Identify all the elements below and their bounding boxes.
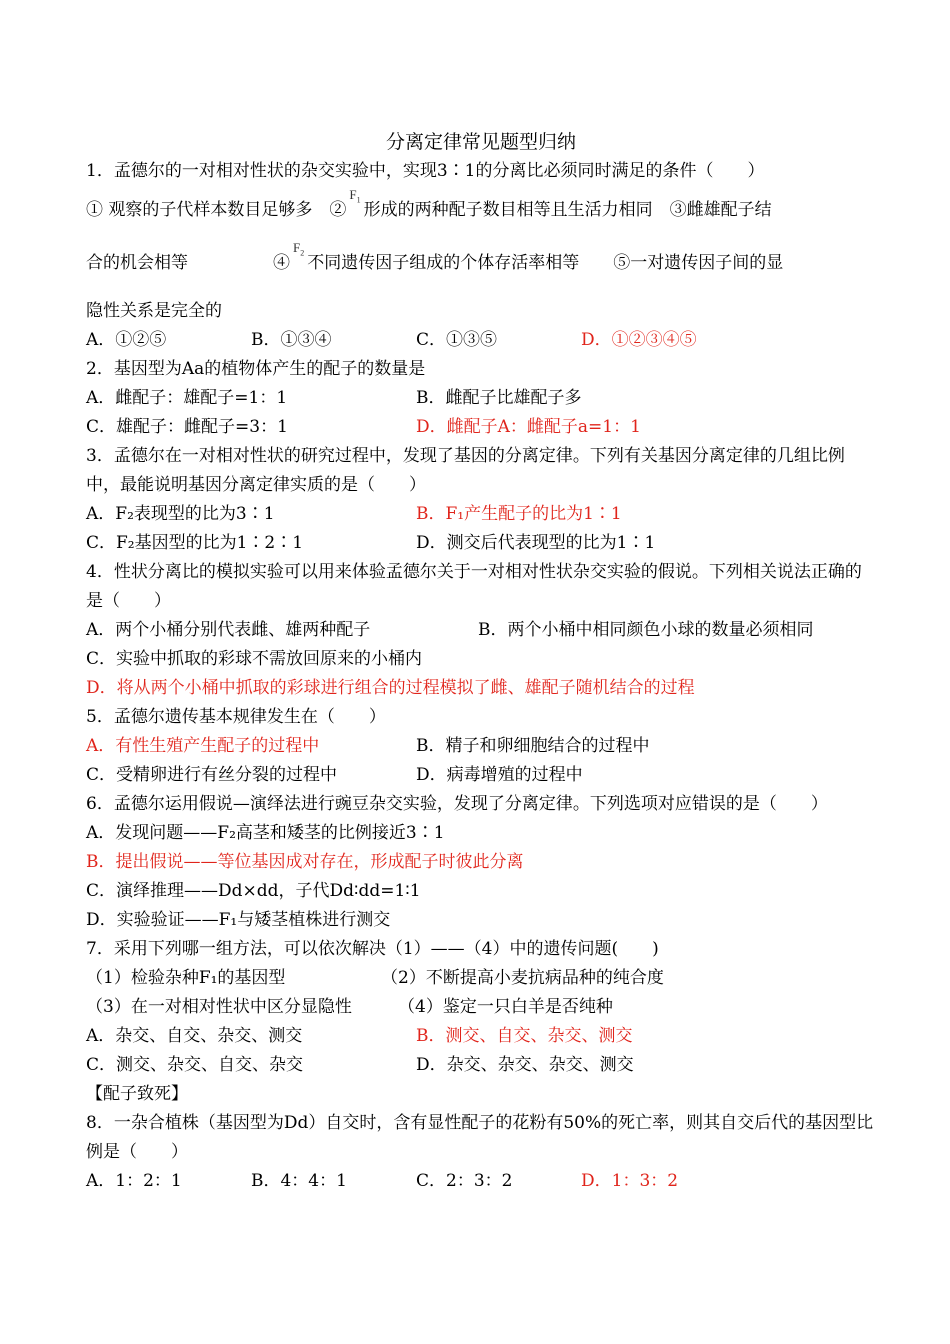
q7-option-d: D．杂交、杂交、杂交、测交 [416,1055,634,1076]
q7-option-b-answer: B．测交、自交、杂交、测交 [416,1026,633,1047]
q1-condition-2: 形成的两种配子数目相等且生活力相同 ③雌雄配子结 [363,200,772,220]
q5-option-c: C．受精卵进行有丝分裂的过程中 [86,765,338,786]
q2-option-c: C．雄配子：雌配子=3：1 [86,417,288,438]
q1-conditions-line1 [86,187,876,231]
q2-stem: 2．基因型为Aa的植物体产生的配子的数量是 [86,359,426,380]
q1-option-a: A．①②⑤ [86,330,167,351]
f1-symbol: F1 [349,187,361,205]
q1-conditions-line2 [86,239,876,284]
q1-option-c: C．①③⑤ [416,330,498,351]
q2-option-b: B．雌配子比雄配子多 [416,388,582,409]
q7-stem: 7．采用下列哪一组方法，可以依次解决（1）——（4）中的遗传问题( ) [86,939,659,960]
q8-stem: 8．一杂合植株（基因型为Dd）自交时，含有显性配子的花粉有50%的死亡率，则其自交后代的基因型比例是（ ） [86,1113,874,1163]
q7-option-a: A．杂交、自交、杂交、测交 [86,1026,303,1047]
q1-condition-5: 隐性关系是完全的 [86,301,222,322]
section-heading: 【配子致死】 [86,1084,188,1105]
q7-item-2: （2）不断提高小麦抗病品种的纯合度 [381,968,664,989]
q1-options [86,326,876,355]
q4-option-a: A．两个小桶分别代表雌、雄两种配子 [86,620,371,641]
q5-options-row1 [86,732,876,761]
q1-option-b: B．①③④ [251,330,332,351]
q3-option-a: A．F₂表现型的比为3∶1 [86,504,275,525]
q7-option-c: C．测交、杂交、自交、杂交 [86,1055,304,1076]
q3-options-row1 [86,500,876,529]
q8-options [86,1167,876,1196]
q4-option-c: C．实验中抓取的彩球不需放回原来的小桶内 [86,649,423,670]
q2-option-d-answer: D．雌配子A：雌配子a=1：1 [416,417,641,438]
q8-option-d-answer: D．1：3：2 [581,1171,679,1192]
q8-option-b: B．4：4：1 [251,1171,347,1192]
q7-item-4: （4）鉴定一只白羊是否纯种 [398,997,613,1018]
q5-option-b: B．精子和卵细胞结合的过程中 [416,736,650,757]
q8-option-c: C．2：3：2 [416,1171,513,1192]
q5-option-d: D．病毒增殖的过程中 [416,765,583,786]
q4-option-b: B．两个小桶中相同颜色小球的数量必须相同 [478,620,814,641]
q7-item-1: （1）检验杂种F₁的基因型 [86,968,286,989]
q6-option-d: D．实验验证——F₁与矮茎植株进行测交 [86,910,391,931]
q4-options-row1 [86,616,876,645]
q6-option-b-answer: B．提出假说——等位基因成对存在，形成配子时彼此分离 [86,852,524,873]
q7-items-row2 [86,993,876,1022]
q6-option-c: C．演绎推理——Dd×dd，子代Dd∶dd=1∶1 [86,881,421,902]
q7-items-row1 [86,964,876,993]
q3-option-b-answer: B．F₁产生配子的比为1∶1 [416,504,622,525]
q1-condition-1: ① 观察的子代样本数目足够多 ② [86,200,347,220]
q3-option-c: C．F₂基因型的比为1∶2∶1 [86,533,304,554]
q5-option-a-answer: A．有性生殖产生配子的过程中 [86,736,320,757]
q3-stem: 3．孟德尔在一对相对性状的研究过程中，发现了基因的分离定律。下列有关基因分离定律的几组比例中，最能说明基因分离定律实质的是（ ） [86,446,845,496]
q4-stem: 4．性状分离比的模拟实验可以用来体验孟德尔关于一对相对性状杂交实验的假说。下列相关说法正确的是（ ） [86,562,862,612]
q5-stem: 5．孟德尔遗传基本规律发生在（ ） [86,707,386,728]
q1-option-d-answer: D．①②③④⑤ [581,330,697,351]
q7-item-3: （3）在一对相对性状中区分显隐性 [86,997,352,1018]
document-page [86,128,876,1196]
q8-option-a: A．1：2：1 [86,1171,182,1192]
q1-stem: 1．孟德尔的一对相对性状的杂交实验中，实现3∶1的分离比必须同时满足的条件（ ） [86,161,765,181]
q1-condition-4: 不同遗传因子组成的个体存活率相等 ⑤一对遗传因子间的显 [307,252,784,273]
q2-options-row1 [86,384,876,413]
page-title: 分离定律常见题型归纳 [385,131,576,153]
q4-option-d-answer: D．将从两个小桶中抓取的彩球进行组合的过程模拟了雌、雄配子随机结合的过程 [86,678,695,699]
q6-option-a: A．发现问题——F₂高茎和矮茎的比例接近3∶1 [86,823,445,844]
q7-options-row1 [86,1022,876,1051]
f2-symbol: F2 [293,239,305,258]
q1-condition-3: 合的机会相等 ④ [86,252,290,273]
q3-option-d: D．测交后代表现型的比为1∶1 [416,533,656,554]
q2-options-row2 [86,413,876,442]
q7-options-row2 [86,1051,876,1080]
q5-options-row2 [86,761,876,790]
q2-option-a: A．雌配子：雄配子=1：1 [86,388,288,409]
q6-stem: 6．孟德尔运用假说—演绎法进行豌豆杂交实验，发现了分离定律。下列选项对应错误的是（ ） [86,794,828,815]
q3-options-row2 [86,529,876,558]
